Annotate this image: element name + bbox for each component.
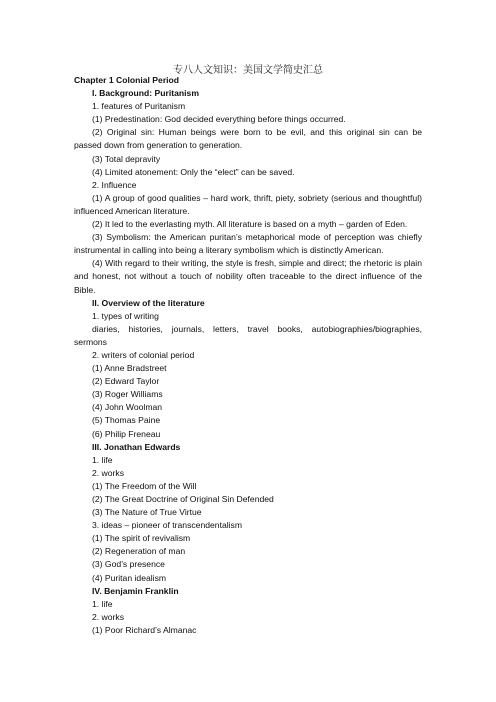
document-title: 专八人文知识：美国文学简史汇总 — [173, 65, 323, 76]
list-item: 1. types of writing — [92, 310, 159, 321]
list-item: (6) Philip Freneau — [92, 428, 161, 439]
section-heading-franklin: IV. Benjamin Franklin — [92, 585, 179, 596]
list-item: 1. features of Puritanism — [92, 101, 186, 112]
list-item: (3) Roger Williams — [92, 389, 163, 400]
writing-types-list: diaries, histories, journals, letters, travel books, autobiographies/biographies, — [92, 323, 422, 334]
section-heading-edwards: III. Jonathan Edwards — [92, 441, 181, 452]
list-item: (1) Predestination: God decided everything before things occurred. — [92, 114, 346, 125]
chapter-heading: Chapter 1 Colonial Period — [74, 75, 180, 85]
paragraph: (3) Symbolism: the American puritan’s metaphorical mode of perception was chiefly instrumental in calling into being a literary symbolism which is distinctly American. — [74, 232, 422, 256]
list-item: (1) The Freedom of the Will — [92, 480, 197, 491]
list-item: (2) Regeneration of man — [92, 546, 186, 557]
section-heading-puritanism: I. Background: Puritanism — [92, 88, 199, 99]
list-item: (4) Limited atonement: Only the “elect” can be saved. — [92, 166, 295, 177]
paragraph: (4) With regard to their writing, the style is fresh, simple and direct; the rhetoric is plain and honest, not without a touch of nobility often traceable to the direct influence of the Bible. — [74, 258, 422, 295]
section-heading-overview: II. Overview of the literature — [92, 297, 205, 308]
list-item: (3) God’s presence — [92, 559, 165, 570]
writing-types-list-end: sermons — [74, 336, 107, 347]
list-item: 3. ideas – pioneer of transcendentalism — [92, 520, 243, 531]
list-item: (4) Puritan idealism — [92, 572, 167, 583]
paragraph: (1) A group of good qualities – hard work, thrift, piety, sobriety (serious and thoughtful) influenced American literature. — [74, 192, 422, 216]
list-item: (1) Poor Richard’s Almanac — [92, 624, 197, 635]
list-item: 1. life — [92, 598, 113, 609]
list-item: 1. life — [92, 454, 113, 465]
paragraph: (2) Original sin: Human beings were born to be evil, and this original sin can be passed down from generation to generation. — [74, 127, 422, 151]
document-body — [74, 74, 422, 637]
list-item: 2. works — [92, 467, 124, 478]
list-item: (4) John Woolman — [92, 402, 163, 413]
list-item: (3) The Nature of True Virtue — [92, 507, 202, 518]
list-item: 2. Influence — [92, 179, 137, 190]
list-item: (3) Total depravity — [92, 153, 161, 164]
list-item: (2) It led to the everlasting myth. All literature is based on a myth – garden of Eden. — [92, 219, 408, 230]
list-item: (1) Anne Bradstreet — [92, 363, 167, 374]
list-item: (2) Edward Taylor — [92, 376, 160, 387]
list-item: (5) Thomas Paine — [92, 415, 161, 426]
list-item: 2. writers of colonial period — [92, 349, 195, 360]
list-item: 2. works — [92, 611, 124, 622]
list-item: (2) The Great Doctrine of Original Sin Defended — [92, 494, 274, 504]
list-item: (1) The spirit of revivalism — [92, 533, 191, 544]
